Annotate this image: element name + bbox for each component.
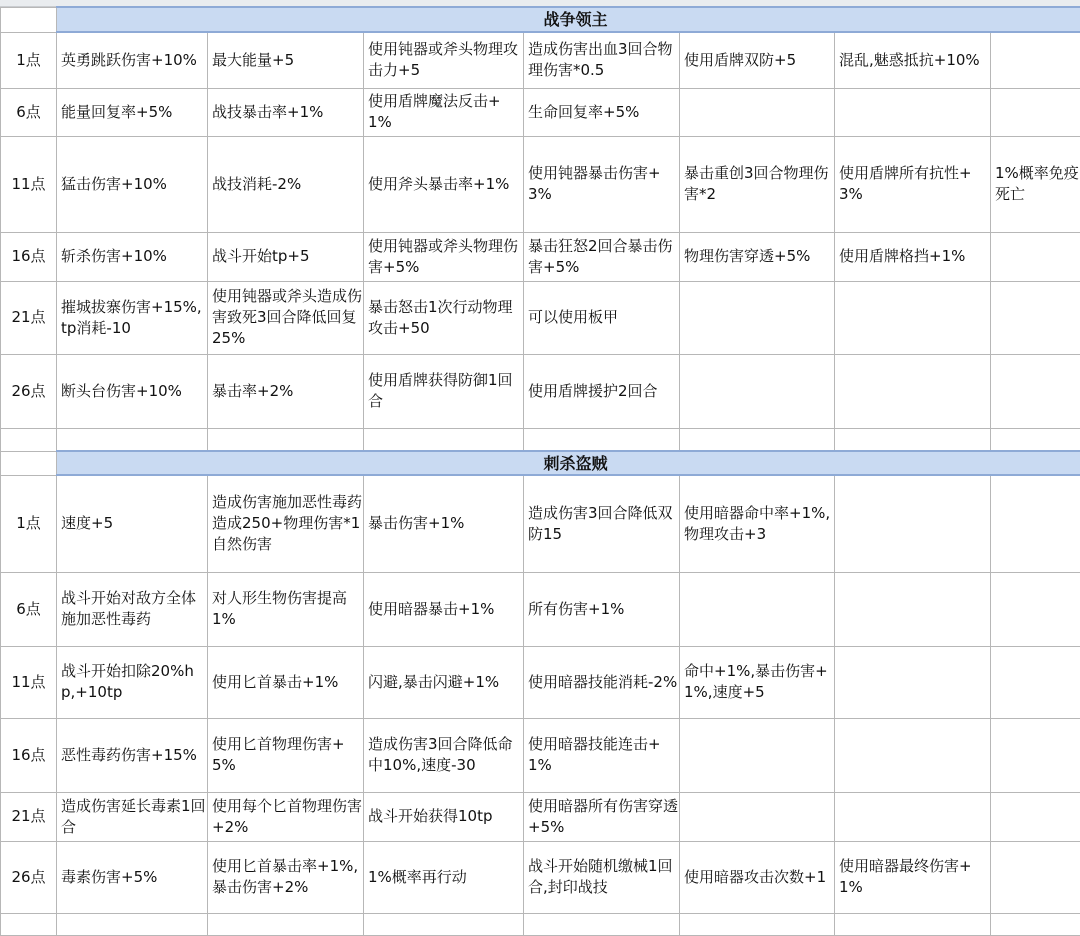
- table-cell[interactable]: 造成伤害施加恶性毒药造成250+物理伤害*1自然伤害: [208, 475, 364, 572]
- table-cell[interactable]: 英勇跳跃伤害+10%: [57, 32, 208, 88]
- table-cell[interactable]: 暴击率+2%: [208, 354, 364, 428]
- empty-cell[interactable]: [835, 913, 991, 935]
- table-cell[interactable]: [991, 232, 1080, 281]
- empty-cell[interactable]: [364, 913, 524, 935]
- row-label[interactable]: 11点: [1, 646, 57, 718]
- table-cell[interactable]: 使用钝器或斧头造成伤害致死3回合降低回复25%: [208, 281, 364, 354]
- row-label[interactable]: 16点: [1, 718, 57, 792]
- table-cell[interactable]: 造成伤害3回合降低命中10%,速度-30: [364, 718, 524, 792]
- table-cell[interactable]: [835, 792, 991, 841]
- table-cell[interactable]: 造成伤害延长毒素1回合: [57, 792, 208, 841]
- table-cell[interactable]: 使用暗器暴击+1%: [364, 572, 524, 646]
- table-cell[interactable]: 使用盾牌获得防御1回合: [364, 354, 524, 428]
- table-cell[interactable]: 使用钝器或斧头物理攻击力+5: [364, 32, 524, 88]
- table-cell[interactable]: [991, 646, 1080, 718]
- table-cell[interactable]: 斩杀伤害+10%: [57, 232, 208, 281]
- table-cell[interactable]: [835, 281, 991, 354]
- table-cell[interactable]: 使用钝器暴击伤害+3%: [524, 136, 680, 232]
- empty-cell[interactable]: [57, 913, 208, 935]
- row-label[interactable]: 1点: [1, 475, 57, 572]
- table-cell[interactable]: 战斗开始对敌方全体施加恶性毒药: [57, 572, 208, 646]
- table-cell[interactable]: 使用暗器技能连击+1%: [524, 718, 680, 792]
- table-cell[interactable]: 使用暗器攻击次数+1: [680, 841, 835, 913]
- table-cell[interactable]: [835, 88, 991, 136]
- empty-cell[interactable]: [1, 913, 57, 935]
- table-cell[interactable]: 生命回复率+5%: [524, 88, 680, 136]
- empty-cell[interactable]: [208, 428, 364, 451]
- row-label[interactable]: 26点: [1, 354, 57, 428]
- table-cell[interactable]: 暴击狂怒2回合暴击伤害+5%: [524, 232, 680, 281]
- table-cell[interactable]: 使用盾牌格挡+1%: [835, 232, 991, 281]
- table-cell[interactable]: [680, 354, 835, 428]
- table-cell[interactable]: [991, 475, 1080, 572]
- table-cell[interactable]: [991, 841, 1080, 913]
- table-cell[interactable]: 使用匕首暴击率+1%,暴击伤害+2%: [208, 841, 364, 913]
- table-cell[interactable]: 造成伤害3回合降低双防15: [524, 475, 680, 572]
- empty-cell[interactable]: [835, 428, 991, 451]
- table-cell[interactable]: 闪避,暴击闪避+1%: [364, 646, 524, 718]
- table-cell[interactable]: 恶性毒药伤害+15%: [57, 718, 208, 792]
- row-label[interactable]: 21点: [1, 792, 57, 841]
- table-cell[interactable]: 对人形生物伤害提高1%: [208, 572, 364, 646]
- table-cell[interactable]: 断头台伤害+10%: [57, 354, 208, 428]
- table-cell[interactable]: [680, 88, 835, 136]
- empty-cell[interactable]: [524, 428, 680, 451]
- row-label[interactable]: 11点: [1, 136, 57, 232]
- table-cell[interactable]: 使用盾牌魔法反击+1%: [364, 88, 524, 136]
- empty-cell[interactable]: [991, 428, 1080, 451]
- table-cell[interactable]: 可以使用板甲: [524, 281, 680, 354]
- table-cell[interactable]: 战技暴击率+1%: [208, 88, 364, 136]
- table-cell[interactable]: 使用匕首物理伤害+5%: [208, 718, 364, 792]
- table-cell[interactable]: 使用暗器技能消耗-2%: [524, 646, 680, 718]
- table-cell[interactable]: [991, 32, 1080, 88]
- table-cell[interactable]: 战技消耗-2%: [208, 136, 364, 232]
- empty-cell[interactable]: [680, 913, 835, 935]
- table-cell[interactable]: 使用匕首暴击+1%: [208, 646, 364, 718]
- table-cell[interactable]: 速度+5: [57, 475, 208, 572]
- table-cell[interactable]: 使用暗器最终伤害+1%: [835, 841, 991, 913]
- table-cell[interactable]: 使用钝器或斧头物理伤害+5%: [364, 232, 524, 281]
- table-cell[interactable]: 暴击重创3回合物理伤害*2: [680, 136, 835, 232]
- header-row-label-cell[interactable]: [1, 7, 57, 32]
- table-cell[interactable]: 1%概率再行动: [364, 841, 524, 913]
- table-cell[interactable]: [991, 281, 1080, 354]
- header-row-label-cell[interactable]: [1, 451, 57, 475]
- table-cell[interactable]: [835, 354, 991, 428]
- table-cell[interactable]: 使用暗器所有伤害穿透+5%: [524, 792, 680, 841]
- table-cell[interactable]: 能量回复率+5%: [57, 88, 208, 136]
- table-cell[interactable]: 毒素伤害+5%: [57, 841, 208, 913]
- table-cell[interactable]: [835, 718, 991, 792]
- table-cell[interactable]: [991, 718, 1080, 792]
- table-cell[interactable]: 所有伤害+1%: [524, 572, 680, 646]
- row-label[interactable]: 26点: [1, 841, 57, 913]
- table-cell[interactable]: [835, 646, 991, 718]
- table-cell[interactable]: [680, 792, 835, 841]
- table-cell[interactable]: 暴击伤害+1%: [364, 475, 524, 572]
- table-cell[interactable]: [835, 475, 991, 572]
- table-cell[interactable]: 使用每个匕首物理伤害+2%: [208, 792, 364, 841]
- table-cell[interactable]: 最大能量+5: [208, 32, 364, 88]
- empty-cell[interactable]: [57, 428, 208, 451]
- row-label[interactable]: 16点: [1, 232, 57, 281]
- section-title-warlord[interactable]: 战争领主: [57, 7, 1080, 32]
- row-label[interactable]: 21点: [1, 281, 57, 354]
- table-cell[interactable]: 摧城拔寨伤害+15%,tp消耗-10: [57, 281, 208, 354]
- table-cell[interactable]: 1%概率免疫死亡: [991, 136, 1080, 232]
- table-cell[interactable]: 混乱,魅惑抵抗+10%: [835, 32, 991, 88]
- table-cell[interactable]: 使用斧头暴击率+1%: [364, 136, 524, 232]
- table-cell[interactable]: [991, 572, 1080, 646]
- table-cell[interactable]: 使用盾牌所有抗性+3%: [835, 136, 991, 232]
- table-cell[interactable]: 命中+1%,暴击伤害+1%,速度+5: [680, 646, 835, 718]
- table-cell[interactable]: 物理伤害穿透+5%: [680, 232, 835, 281]
- row-label[interactable]: 6点: [1, 572, 57, 646]
- table-cell[interactable]: 猛击伤害+10%: [57, 136, 208, 232]
- empty-cell[interactable]: [680, 428, 835, 451]
- empty-cell[interactable]: [524, 913, 680, 935]
- table-cell[interactable]: 战斗开始随机缴械1回合,封印战技: [524, 841, 680, 913]
- table-cell[interactable]: 使用盾牌援护2回合: [524, 354, 680, 428]
- row-label[interactable]: 6点: [1, 88, 57, 136]
- table-cell[interactable]: [835, 572, 991, 646]
- row-label[interactable]: 1点: [1, 32, 57, 88]
- empty-cell[interactable]: [991, 913, 1080, 935]
- table-cell[interactable]: 使用暗器命中率+1%,物理攻击+3: [680, 475, 835, 572]
- table-cell[interactable]: 造成伤害出血3回合物理伤害*0.5: [524, 32, 680, 88]
- table-cell[interactable]: [991, 792, 1080, 841]
- section-title-assassin[interactable]: 刺杀盗贼: [57, 451, 1080, 475]
- table-cell[interactable]: [680, 281, 835, 354]
- empty-cell[interactable]: [364, 428, 524, 451]
- table-cell[interactable]: [680, 718, 835, 792]
- table-cell[interactable]: 战斗开始tp+5: [208, 232, 364, 281]
- table-cell[interactable]: 使用盾牌双防+5: [680, 32, 835, 88]
- table-cell[interactable]: [991, 88, 1080, 136]
- table-cell[interactable]: [991, 354, 1080, 428]
- table-cell[interactable]: 战斗开始获得10tp: [364, 792, 524, 841]
- table-cell[interactable]: [680, 572, 835, 646]
- empty-cell[interactable]: [1, 428, 57, 451]
- table-cell[interactable]: 暴击怒击1次行动物理攻击+50: [364, 281, 524, 354]
- table-cell[interactable]: 战斗开始扣除20%hp,+10tp: [57, 646, 208, 718]
- spreadsheet-table: [0, 6, 1080, 936]
- empty-cell[interactable]: [208, 913, 364, 935]
